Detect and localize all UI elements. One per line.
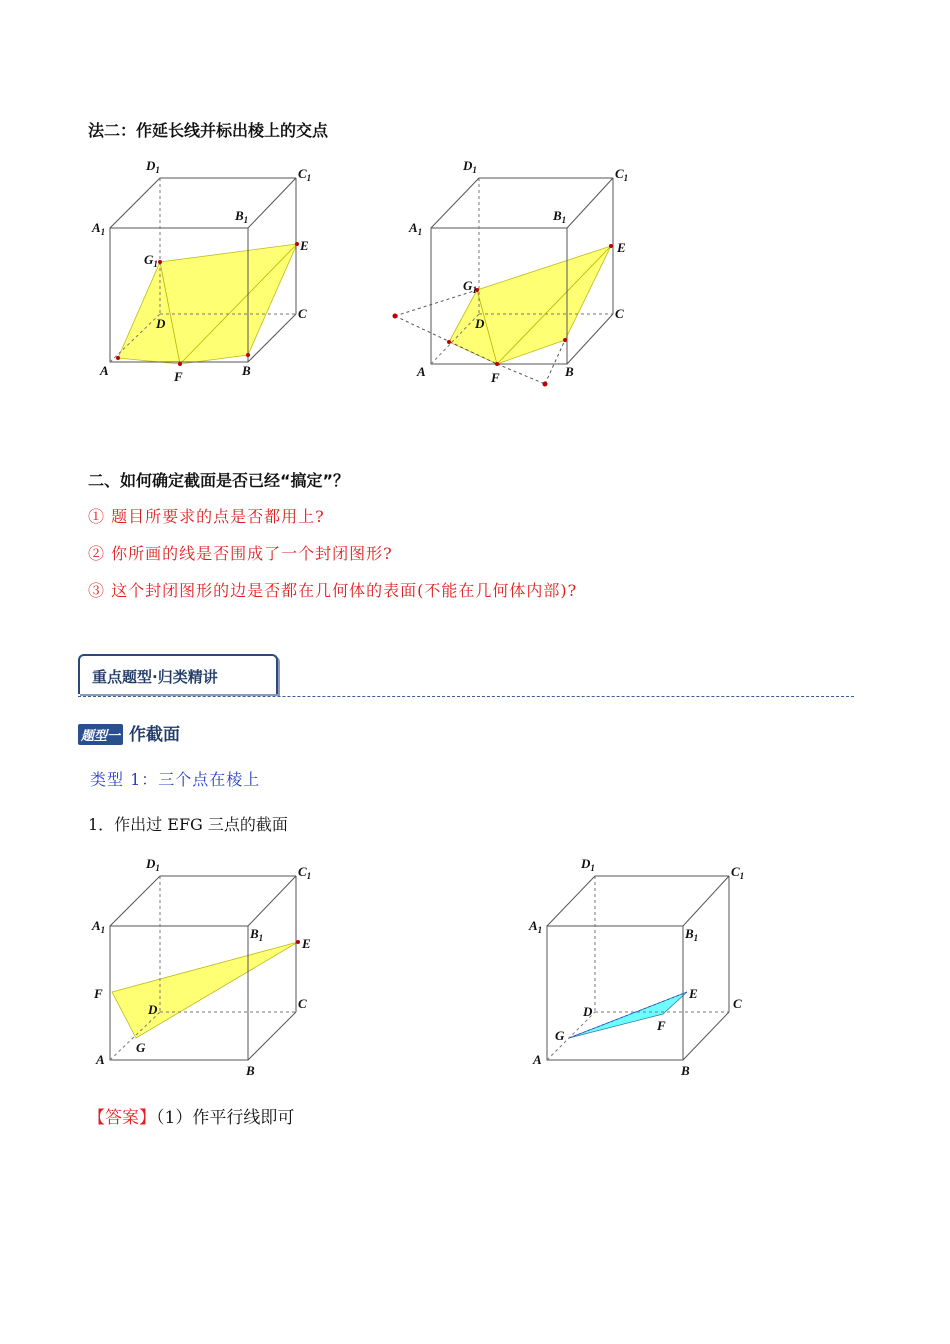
label-C: C — [298, 996, 307, 1011]
label-F: F — [657, 1018, 666, 1033]
question-type-heading — [78, 720, 180, 745]
question-type-badge: 题型一 — [78, 724, 123, 745]
cube-figure-4 — [515, 848, 765, 1088]
label-E: E — [617, 240, 626, 255]
label-D1: $D_1$ — [581, 856, 595, 873]
answer-prefix: 【答案】 — [88, 1108, 156, 1128]
cube-figure-3 — [80, 848, 330, 1088]
label-C1: $C_1$ — [731, 864, 745, 881]
label-A: A — [100, 363, 109, 378]
label-C1: $C_1$ — [615, 166, 629, 183]
cube-figure-1 — [80, 150, 340, 390]
answer-text: （1）作平行线即可 — [156, 1108, 295, 1128]
section-triangle — [112, 942, 298, 1038]
section-title-label: 重点题型·归类精讲 — [92, 668, 218, 686]
label-A1: $A_1$ — [92, 220, 106, 237]
label-E: E — [689, 986, 698, 1001]
label-D: D — [475, 316, 485, 331]
label-B: B — [242, 363, 251, 378]
section-polygon — [449, 246, 611, 364]
label-D: D — [583, 1004, 593, 1019]
label-C: C — [615, 306, 624, 321]
label-G: G — [136, 1040, 146, 1055]
label-D1: $D_1$ — [463, 158, 477, 175]
problem-1: 1．作出过 EFG 三点的截面 — [88, 815, 288, 834]
label-D: D — [156, 316, 166, 331]
label-C1: $C_1$ — [298, 864, 312, 881]
label-B1: $B_1$ — [235, 208, 249, 225]
label-G: $G_1$ — [144, 252, 158, 269]
label-B: B — [681, 1063, 690, 1078]
label-A1: $A_1$ — [409, 220, 423, 237]
label-C: C — [298, 306, 307, 321]
label-C: C — [733, 996, 742, 1011]
section-divider — [78, 696, 854, 697]
checklist-item-3: ③ 这个封闭图形的边是否都在几何体的表面(不能在几何体内部)? — [88, 581, 578, 600]
label-C1: $C_1$ — [298, 166, 312, 183]
question-type-title: 作截面 — [129, 725, 181, 745]
subtype-label: 类型 1：三个点在棱上 — [90, 770, 261, 789]
section2-heading: 二、如何确定截面是否已经“搞定”？ — [88, 471, 350, 490]
label-B1: $B_1$ — [250, 926, 264, 943]
label-D1: $D_1$ — [146, 158, 160, 175]
label-D: D — [148, 1002, 158, 1017]
label-A1: $A_1$ — [92, 918, 106, 935]
label-F: F — [491, 370, 500, 385]
label-A: A — [96, 1052, 105, 1067]
label-G: G — [555, 1028, 565, 1043]
label-F: F — [94, 986, 103, 1001]
section-title-box — [78, 654, 278, 694]
checklist-item-1: ① 题目所要求的点是否都用上? — [88, 507, 325, 526]
label-E: E — [302, 936, 311, 951]
label-A: A — [417, 364, 426, 379]
answer-line — [88, 1103, 294, 1128]
label-G: $G_1$ — [463, 278, 477, 295]
label-B1: $B_1$ — [685, 926, 699, 943]
label-A1: $A_1$ — [529, 918, 543, 935]
label-F: F — [174, 369, 183, 384]
checklist-item-2: ② 你所画的线是否围成了一个封闭图形? — [88, 544, 393, 563]
cube-figure-2 — [385, 150, 645, 395]
label-B: B — [246, 1063, 255, 1078]
label-A: A — [533, 1052, 542, 1067]
label-E: E — [300, 238, 309, 253]
label-B1: $B_1$ — [553, 208, 567, 225]
method2-heading: 法二：作延长线并标出棱上的交点 — [88, 121, 329, 140]
label-B: B — [565, 364, 574, 379]
label-D1: $D_1$ — [146, 856, 160, 873]
